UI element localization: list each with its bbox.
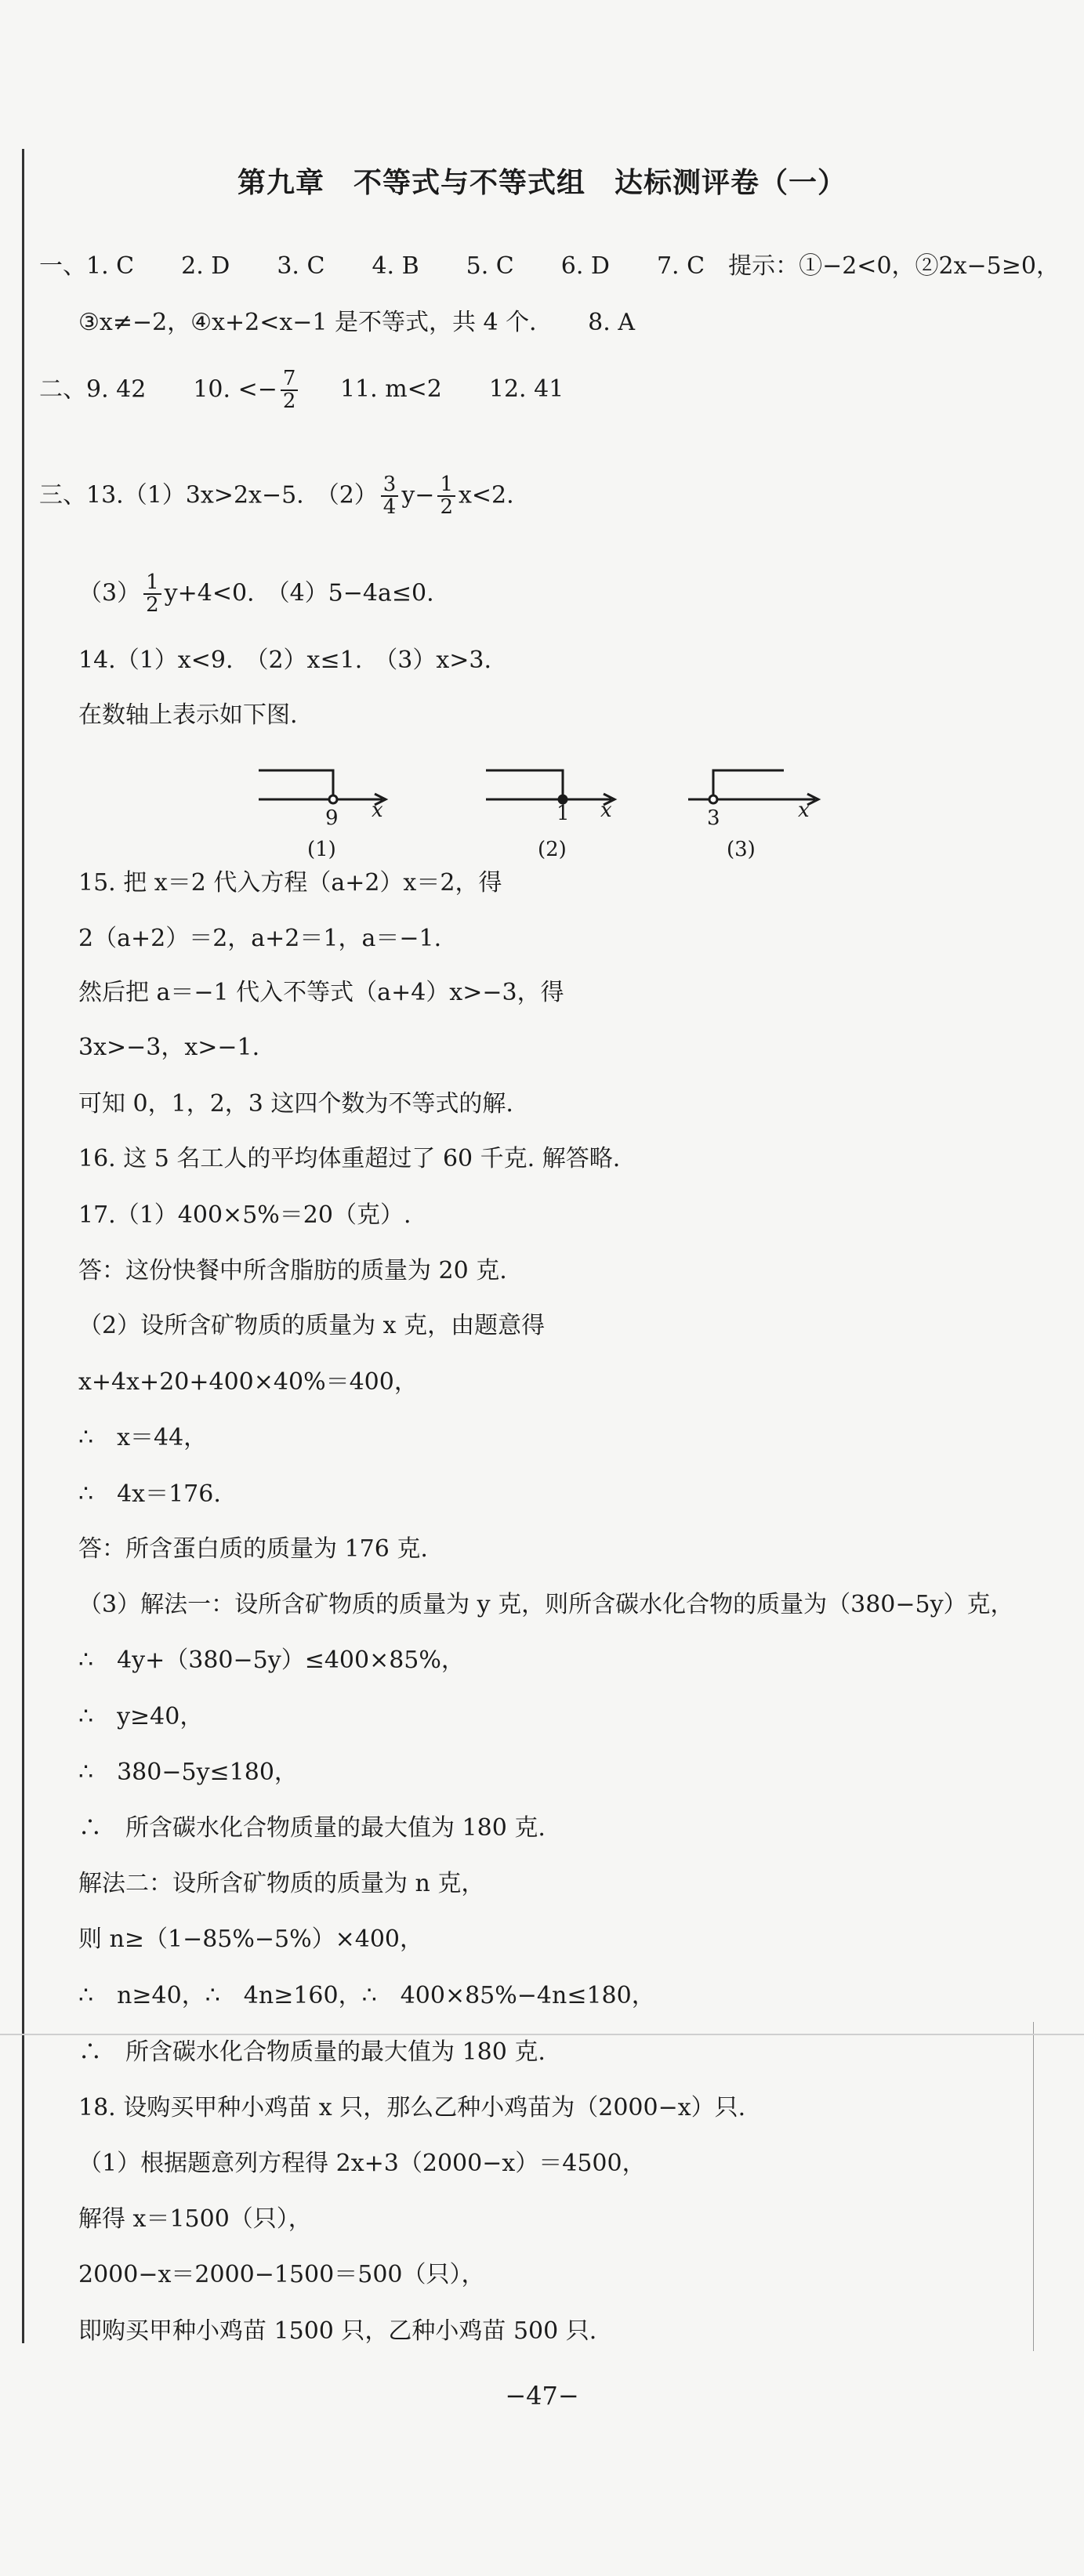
fraction-denominator: 2	[282, 389, 296, 414]
answer-line-26: 解法二：设所含矿物质的质量为 n 克，	[78, 1870, 485, 1897]
q13-part4: （3）	[78, 579, 141, 607]
answer-line-12: 可知 0，1，2，3 这四个数为不等式的解.	[78, 1090, 513, 1118]
answer-line-2: ③x≠−2，④x+2<x−1 是不等式，共 4 个． 8. A	[78, 309, 636, 336]
number-line-3-open-point	[709, 795, 717, 803]
answer-line-34: 即购买甲种小鸡苗 1500 只，乙种小鸡苗 500 只.	[78, 2317, 597, 2345]
answer-line-20: 答：所含蛋白质的质量为 176 克.	[78, 1535, 428, 1563]
q9-q10-text: 二、9. 42 10. <−	[39, 375, 277, 404]
number-line-2-caption: (2)	[538, 838, 567, 861]
number-line-1-open-point	[329, 795, 337, 803]
number-line-3-var: x	[798, 799, 810, 822]
q11-q12-text: 11. m<2 12. 41	[339, 375, 564, 404]
number-line-1-range	[259, 770, 333, 795]
number-line-2-point-label: 1	[557, 802, 570, 825]
answer-line-9: 2（a+2）＝2，a+2＝1，a＝−1.	[78, 925, 442, 952]
q13-part3: x<2.	[458, 481, 514, 509]
q13-part5: y+4<0. （4）5−4a≤0.	[164, 579, 434, 607]
fraction-denominator: 2	[146, 593, 159, 618]
q13-part1: 三、13.（1）3x>2x−5. （2）	[39, 481, 378, 509]
answer-line-19: ∴ 4x＝176.	[78, 1480, 221, 1508]
answer-line-1: 一、1. C 2. D 3. C 4. B 5. C 6. D 7. C 提示：①−2<0，②2x−5≥0，	[39, 252, 1060, 280]
answer-line-8: 15. 把 x＝2 代入方程（a+2）x＝2，得	[78, 869, 502, 897]
number-line-3-range	[713, 770, 784, 795]
number-line-3-point-label: 3	[707, 806, 720, 830]
page-title: 第九章 不等式与不等式组 达标测评卷（一）	[237, 167, 847, 199]
answer-line-31: （1）根据题意列方程得 2x+3（2000−x）＝4500，	[78, 2150, 646, 2177]
answer-line-13: 16. 这 5 名工人的平均体重超过了 60 千克. 解答略.	[78, 1145, 621, 1172]
answer-line-11: 3x>−3，x>−1.	[78, 1034, 260, 1061]
answer-line-18: ∴ x＝44，	[78, 1424, 208, 1451]
answer-line-25: ∴ 所含碳水化合物质量的最大值为 180 克.	[78, 1814, 546, 1842]
answer-line-22: ∴ 4y+（380−5y）≤400×85%，	[78, 1647, 465, 1674]
answer-line-23: ∴ y≥40，	[78, 1703, 204, 1730]
number-line-3-caption: (3)	[727, 838, 756, 861]
answer-line-33: 2000−x＝2000−1500＝500（只），	[78, 2261, 485, 2288]
q13-part2: y−	[401, 481, 435, 509]
page-number: −47−	[505, 2381, 579, 2411]
answer-line-15: 答：这份快餐中所含脂肪的质量为 20 克.	[78, 1257, 507, 1284]
answer-line-17: x+4x+20+400×40%＝400，	[78, 1368, 418, 1396]
answer-line-7: 在数轴上表示如下图.	[78, 701, 298, 729]
fraction-numerator: 1	[143, 572, 161, 595]
answer-line-6: 14.（1）x<9. （2）x≤1. （3）x>3.	[78, 647, 492, 674]
number-line-1-var: x	[372, 799, 383, 822]
number-line-1-point-label: 9	[325, 806, 339, 830]
answer-line-27: 则 n≥（1−85%−5%）×400，	[78, 1926, 424, 1953]
fraction-numerator: 3	[381, 474, 399, 497]
fraction-numerator: 1	[437, 474, 455, 497]
answer-line-14: 17.（1）400×5%＝20（克）.	[78, 1201, 411, 1229]
fraction-denominator: 4	[382, 495, 397, 520]
answer-line-21: （3）解法一：设所含矿物质的质量为 y 克，则所含碳水化合物的质量为（380−5y）克，	[78, 1591, 1014, 1618]
answer-line-16: （2）设所含矿物质的质量为 x 克，由题意得	[78, 1312, 546, 1339]
fraction-numerator: 7	[281, 368, 299, 391]
answer-line-30: 18. 设购买甲种小鸡苗 x 只，那么乙种小鸡苗为（2000−x）只.	[78, 2094, 746, 2121]
fraction-denominator: 2	[440, 495, 453, 520]
number-line-1-caption: (1)	[307, 838, 336, 861]
answer-line-24: ∴ 380−5y≤180，	[78, 1759, 298, 1786]
number-line-2-var: x	[600, 799, 612, 822]
number-line-2-range	[486, 770, 563, 795]
answer-line-28: ∴ n≥40，∴ 4n≥160，∴ 400×85%−4n≤180，	[78, 1982, 655, 2009]
answer-line-10: 然后把 a＝−1 代入不等式（a+4）x>−3，得	[78, 979, 564, 1006]
answer-line-32: 解得 x＝1500（只），	[78, 2205, 312, 2233]
answer-line-29: ∴ 所含碳水化合物质量的最大值为 180 克.	[78, 2038, 546, 2066]
